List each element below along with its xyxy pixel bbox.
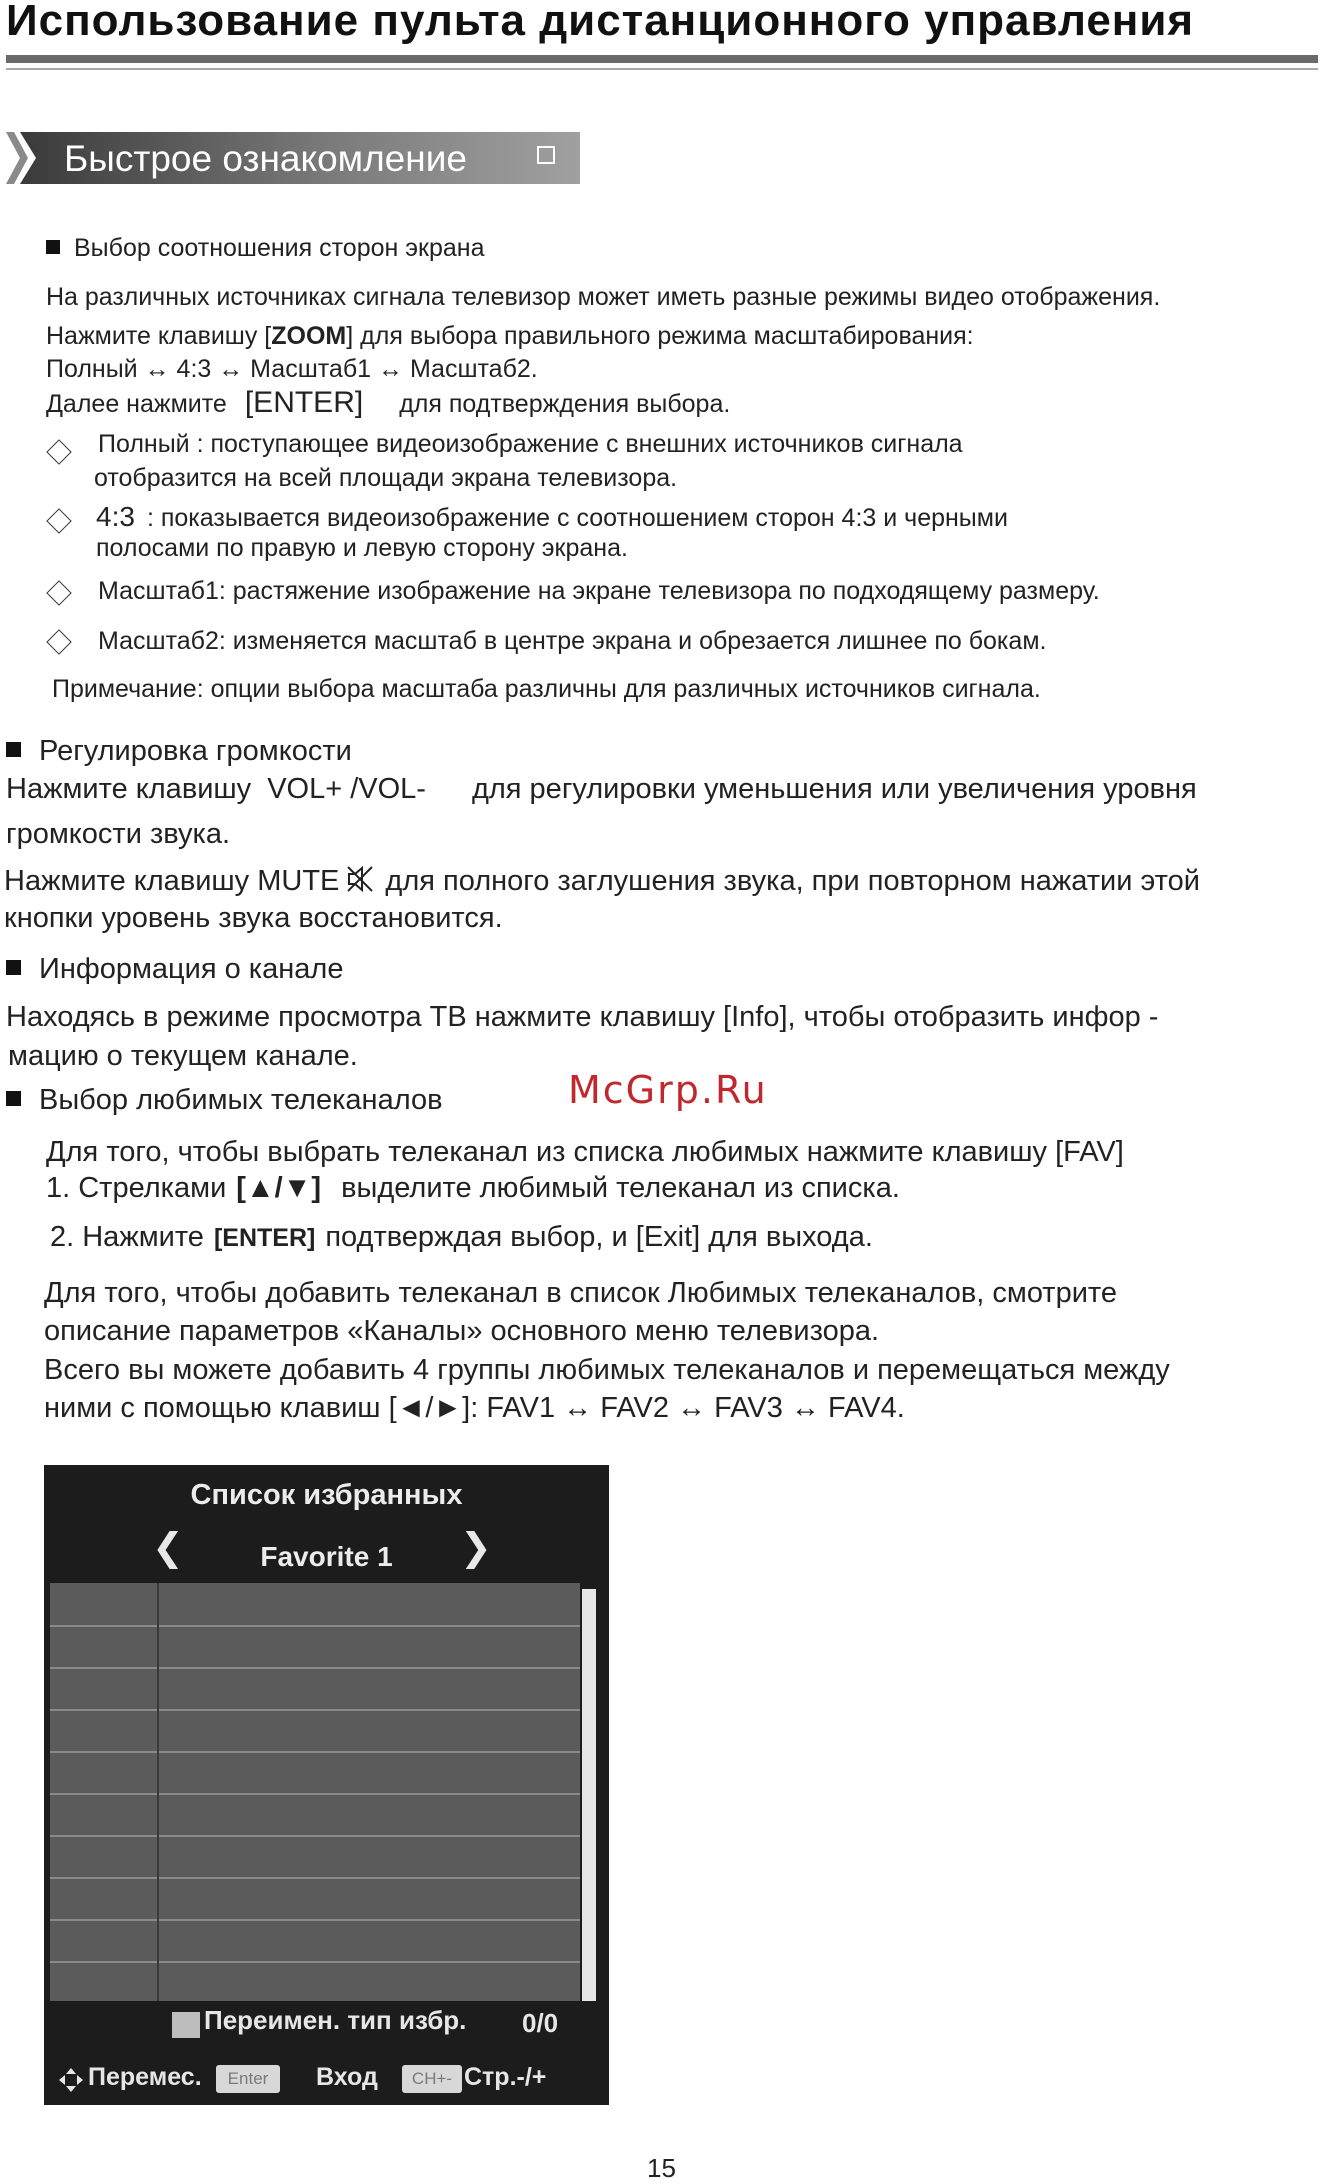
header-rule — [6, 55, 1318, 63]
info-heading: Информация о канале — [6, 953, 343, 986]
favorites-para: Всего вы можете добавить 4 группы любимых телеканалов и перемещаться между — [44, 1354, 1170, 1386]
osd-list-row — [50, 1919, 580, 1921]
volume-line: Нажмите клавишу VOL+ /VOL- для регулировки уменьшения или увеличения уровня — [6, 773, 1197, 805]
bullet-square-icon — [6, 742, 21, 757]
osd-group-name: Favorite 1 — [260, 1541, 393, 1572]
osd-move-label: Перемес. — [88, 2063, 202, 2091]
chevron-left-icon: ❮ — [152, 1527, 184, 1569]
osd-rename-label: Переимен. тип избр. — [204, 2005, 467, 2035]
osd-list-row — [50, 1709, 580, 1711]
option-full-cont: отобразится на всей площади экрана телевизора. — [94, 464, 678, 492]
osd-list-row — [50, 1751, 580, 1753]
osd-list-row — [50, 1835, 580, 1837]
aspect-line: Далее нажмите [ENTER] для подтверждения выбора. — [46, 386, 731, 419]
diamond-icon — [50, 584, 68, 607]
favorites-heading: Выбор любимых телеканалов — [6, 1084, 442, 1117]
osd-enter-label: Вход — [316, 2063, 378, 2091]
osd-list-row — [50, 1961, 580, 1963]
osd-scrollbar — [582, 1589, 596, 2001]
option-43-cont: полосами по правую и левую сторону экрана. — [96, 534, 628, 562]
favorites-step: 1. Стрелками [▲/▼] выделите любимый телеканал из списка. — [46, 1172, 900, 1204]
favorites-para: ними с помощью клавиш [◄/►]: FAV1 ↔ FAV2 ↔ FAV3 ↔ FAV4. — [44, 1392, 905, 1424]
info-line: мацию о текущем канале. — [8, 1040, 358, 1072]
osd-rename-square-icon — [172, 2012, 200, 2038]
osd-ch-key: CH+- — [402, 2065, 462, 2093]
bullet-square-icon — [6, 960, 21, 975]
aspect-line: Нажмите клавишу [ZOOM] для выбора правильного режима масштабирования: — [46, 322, 974, 350]
page-number: 15 — [647, 2153, 676, 2183]
section-banner-title: Быстрое ознакомление — [64, 138, 467, 179]
osd-channel-list — [50, 1583, 580, 2001]
info-line: Находясь в режиме просмотра ТВ нажмите клавишу [Info], чтобы отобразить инфор - — [6, 1001, 1159, 1033]
favorites-para: описание параметров «Каналы» основного меню телевизора. — [44, 1315, 880, 1347]
page-title: Использование пульта дистанционного управления — [6, 0, 1195, 45]
mute-line: кнопки уровень звука восстановится. — [4, 902, 503, 934]
osd-list-row — [50, 1667, 580, 1669]
aspect-heading: Выбор соотношения сторон экрана — [46, 234, 484, 263]
mute-line: Нажмите клавишу MUTE для полного заглушения звука, при повторном нажатии этой — [4, 865, 1200, 897]
tv-favorites-screenshot — [44, 1465, 609, 2105]
osd-page-label: Стр.-/+ — [464, 2063, 547, 2091]
osd-title: Список избранных — [190, 1479, 463, 1511]
osd-list-divider — [157, 1583, 159, 2001]
osd-list-row — [50, 1793, 580, 1795]
favorites-para: Для того, чтобы добавить телеканал в список Любимых телеканалов, смотрите — [44, 1277, 1117, 1309]
aspect-note: Примечание: опции выбора масштаба различны для различных источников сигнала. — [52, 675, 1041, 703]
section-banner — [6, 130, 586, 186]
option-43: 4:3 : показывается видеоизображение с соотношением сторон 4:3 и черными — [96, 501, 1008, 532]
option-zoom2: Масштаб2: изменяется масштаб в центре экрана и обрезается лишнее по бокам. — [98, 627, 1047, 655]
bullet-square-icon — [46, 240, 60, 254]
osd-list-row — [50, 1625, 580, 1627]
diamond-icon — [50, 512, 68, 535]
header-rule-thin — [6, 68, 1318, 70]
osd-list-row — [50, 1877, 580, 1879]
volume-heading: Регулировка громкости — [6, 735, 352, 768]
option-zoom1: Масштаб1: растяжение изображение на экране телевизора по подходящему размеру. — [98, 577, 1100, 605]
chevron-right-icon: ❯ — [460, 1527, 492, 1569]
diamond-icon — [50, 633, 68, 656]
favorites-step: 2. Нажмите [ENTER] подтверждая выбор, и [Exit] для выхода. — [50, 1221, 873, 1253]
favorites-line: Для того, чтобы выбрать телеканал из списка любимых нажмите клавишу [FAV] — [46, 1136, 1124, 1168]
aspect-line: Полный ↔ 4:3 ↔ Масштаб1 ↔ Масштаб2. — [46, 355, 538, 383]
mute-icon — [345, 864, 375, 894]
volume-line: громкости звука. — [6, 818, 231, 850]
option-full: Полный : поступающее видеоизображение с внешних источников сигнала — [98, 430, 963, 458]
banner-square-icon — [537, 146, 555, 164]
watermark: McGrp.Ru — [568, 1068, 768, 1112]
move-arrows-icon — [58, 2067, 84, 2093]
aspect-line: На различных источниках сигнала телевизор может иметь разные режимы видео отображения. — [46, 283, 1161, 311]
osd-count: 0/0 — [522, 2008, 559, 2038]
diamond-icon — [50, 443, 68, 466]
bullet-square-icon — [6, 1091, 21, 1106]
osd-enter-key: Enter — [216, 2065, 280, 2093]
